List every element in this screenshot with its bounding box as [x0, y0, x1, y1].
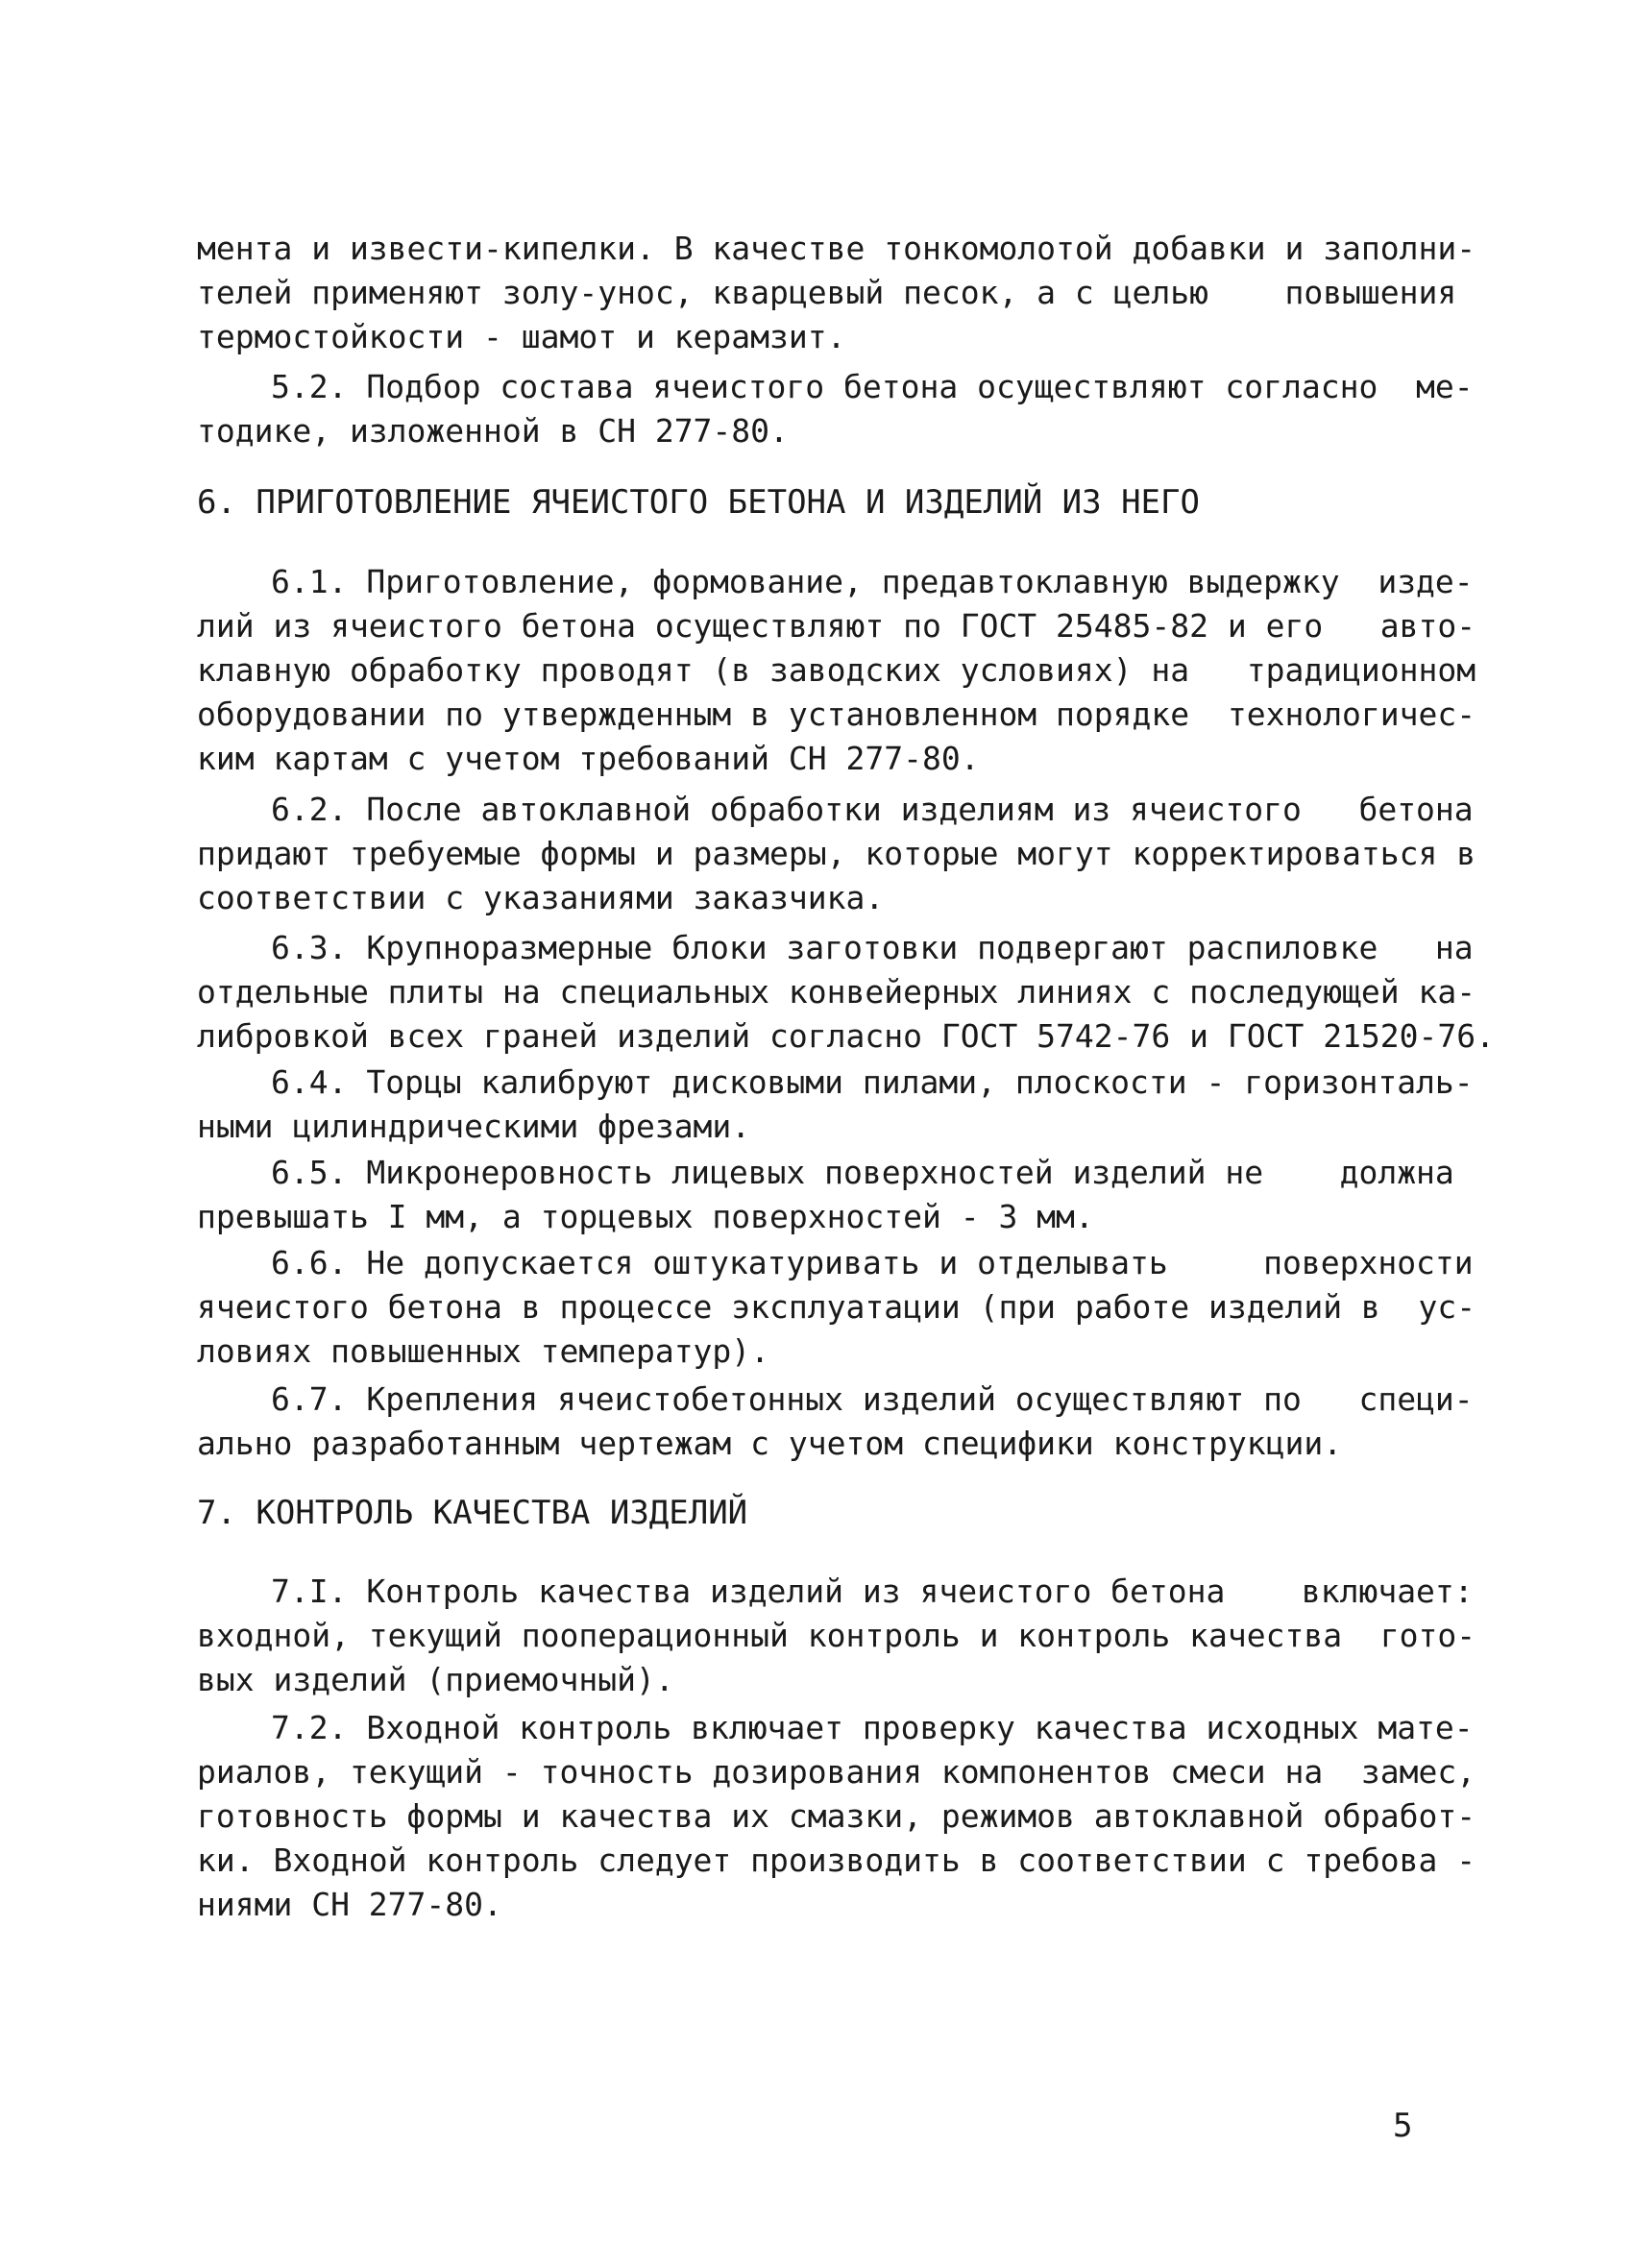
paragraph-7-2-line: ниями СН 277-80. [197, 1886, 502, 1923]
paragraph-6-2-line: придают требуемые формы и размеры, которые могут корректироваться в [197, 835, 1476, 872]
paragraph-6-1-line: оборудовании по утвержденным в установленном порядке технологичес- [197, 695, 1476, 733]
text-line: телей применяют золу-унос, кварцевый песок, а с целью повышения [197, 274, 1457, 311]
paragraph-6-3-line: 6.3. Крупноразмерные блоки заготовки подвергают распиловке на [271, 929, 1474, 966]
paragraph-6-6-line: ловиях повышенных температур). [197, 1332, 770, 1370]
paragraph-6-7-line: ально разработанным чертежам с учетом специфики конструкции. [197, 1425, 1343, 1462]
paragraph-6-5-line: 6.5. Микронеровность лицевых поверхностей изделий не должна [271, 1154, 1454, 1191]
paragraph-6-6-line: 6.6. Не допускается оштукатуривать и отделывать поверхности [271, 1244, 1474, 1281]
section-7-heading: 7. КОНТРОЛЬ КАЧЕСТВА ИЗДЕЛИЙ [197, 1494, 748, 1532]
paragraph-6-7-line: 6.7. Крепления ячеистобетонных изделий осуществляют по специ- [271, 1380, 1474, 1418]
text-line: мента и извести-кипелки. В качестве тонкомолотой добавки и заполни- [197, 230, 1476, 267]
paragraph-6-1-line: 6.1. Приготовление, формование, предавтоклавную выдержку изде- [271, 563, 1474, 600]
paragraph-6-2-line: 6.2. После автоклавной обработки изделиям из ячеистого бетона [271, 791, 1474, 828]
section-6-heading: 6. ПРИГОТОВЛЕНИЕ ЯЧЕИСТОГО БЕТОНА И ИЗДЕЛИЙ ИЗ НЕГО [197, 483, 1200, 522]
paragraph-6-5-line: превышать I мм, а торцевых поверхностей - 3 мм. [197, 1198, 1094, 1235]
paragraph-6-3-line: отдельные плиты на специальных конвейерных линиях с последующей ка- [197, 973, 1476, 1011]
paragraph-6-6-line: ячеистого бетона в процессе эксплуатации (при работе изделий в ус- [197, 1288, 1476, 1326]
paragraph-6-4-line: ными цилиндрическими фрезами. [197, 1108, 751, 1145]
paragraph-6-1-line: лий из ячеистого бетона осуществляют по ГОСТ 25485-82 и его авто- [197, 607, 1476, 645]
text-line: термостойкости - шамот и керамзит. [197, 318, 846, 355]
paragraph-6-2-line: соответствии с указаниями заказчика. [197, 879, 885, 916]
paragraph-6-1-line: клавную обработку проводят (в заводских условиях) на традиционном [197, 651, 1476, 689]
page-number: 5 [1393, 2107, 1413, 2145]
paragraph-5-2-line: тодике, изложенной в СН 277-80. [197, 412, 789, 450]
paragraph-7-2-line: ки. Входной контроль следует производить в соответствии с требова - [197, 1841, 1476, 1879]
paragraph-7-2-line: готовность формы и качества их смазки, режимов автоклавной обработ- [197, 1797, 1476, 1835]
paragraph-5-2-line: 5.2. Подбор состава ячеистого бетона осуществляют согласно ме- [271, 368, 1474, 405]
paragraph-7-2-line: риалов, текущий - точность дозирования компонентов смеси на замес, [197, 1753, 1476, 1791]
paragraph-6-4-line: 6.4. Торцы калибруют дисковыми пилами, плоскости - горизонталь- [271, 1063, 1474, 1101]
paragraph-7-1-line: входной, текущий пооперационный контроль и контроль качества гото- [197, 1617, 1476, 1654]
paragraph-7-2-line: 7.2. Входной контроль включает проверку качества исходных мате- [271, 1709, 1474, 1746]
paragraph-7-1-line: 7.I. Контроль качества изделий из ячеистого бетона включает: [271, 1573, 1474, 1610]
paragraph-6-1-line: ким картам с учетом требований СН 277-80. [197, 740, 980, 777]
paragraph-7-1-line: вых изделий (приемочный). [197, 1661, 674, 1698]
paragraph-6-3-line: либровкой всех граней изделий согласно ГОСТ 5742-76 и ГОСТ 21520-76. [197, 1017, 1496, 1055]
